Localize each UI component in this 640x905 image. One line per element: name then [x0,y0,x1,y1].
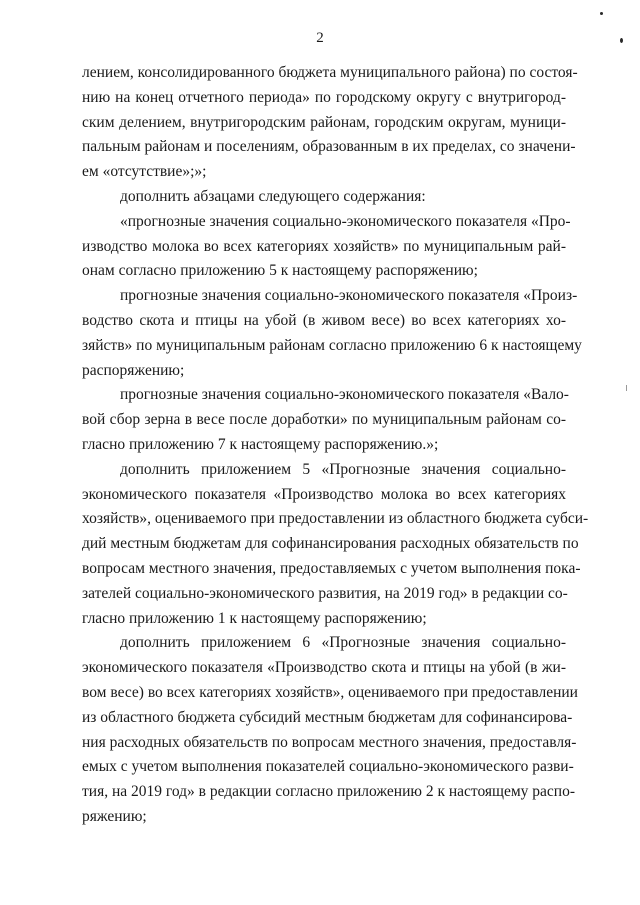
text-line: водство скота и птицы на убой (в живом весе) во всех категориях хо- [82,311,566,329]
text-line: нию на конец отчетного периода» по городскому округу с внутригород- [82,88,566,106]
text-line: вопросам местного значения, предоставляемых с учетом выполнения пока- [82,559,581,577]
text-line: вом весе) во всех категориях хозяйств», оцениваемого при предоставлении [82,683,578,701]
text-line: ем «отсутствие»;»; [82,163,207,181]
text-line: лением, консолидированного бюджета муниципального района) по состоя- [82,64,578,81]
text-line: гласно приложению 7 к настоящему распоряжению.»; [82,435,439,453]
text-line: из областного бюджета субсидий местным бюджетам для софинансирова- [82,708,573,726]
text-line: дополнить приложением 5 «Прогнозные значения социально- [120,460,566,478]
text-line: ния расходных обязательств по вопросам местного значения, предоставля- [82,733,577,751]
text-line: прогнозные значения социально-экономического показателя «Вало- [120,386,569,404]
text-line: прогнозные значения социально-экономического показателя «Произ- [120,287,578,305]
text-line: пальным районам и поселениям, образованным в их пределах, со значени- [82,138,576,156]
text-line: изводство молока во всех категориях хозяйств» по муниципальным рай- [82,237,566,255]
text-line: ским делением, внутригородским районам, городским округам, муници- [82,113,566,131]
text-line: распоряжению; [82,361,185,379]
text-line: дополнить приложением 6 «Прогнозные значения социально- [120,634,566,652]
document-body [82,61,589,830]
scan-edge-mark [626,385,627,391]
page-number: 2 [316,30,324,46]
text-line: тия, на 2019 год» в редакции согласно приложению 2 к настоящему распо- [82,783,576,801]
text-line: экономического показателя «Производство скота и птицы на убой (в жи- [82,659,566,677]
text-line: экономического показателя «Производство молока во всех категориях [82,485,566,503]
text-line: онам согласно приложению 5 к настоящему распоряжению; [82,262,478,280]
text-line: зяйств» по муниципальным районам согласно приложению 6 к настоящему [82,336,582,354]
text-line: хозяйств», оцениваемого при предоставлении из областного бюджета субси- [82,510,589,528]
text-line: «прогнозные значения социально-экономического показателя «Про- [120,212,571,230]
text-line: ряжению; [82,807,147,825]
scan-speck [600,12,603,15]
text-line: дополнить абзацами следующего содержания: [120,187,426,205]
text-line: дий местным бюджетам для софинансирования расходных обязательств по [82,535,579,553]
text-line: гласно приложению 1 к настоящему распоряжению; [82,609,427,627]
text-line: зателей социально-экономического развития, на 2019 год» в редакции со- [82,584,568,602]
text-line: вой сбор зерна в весе после доработки» по муниципальным районам со- [82,411,566,429]
text-line: емых с учетом выполнения показателей социально-экономического разви- [82,758,574,776]
